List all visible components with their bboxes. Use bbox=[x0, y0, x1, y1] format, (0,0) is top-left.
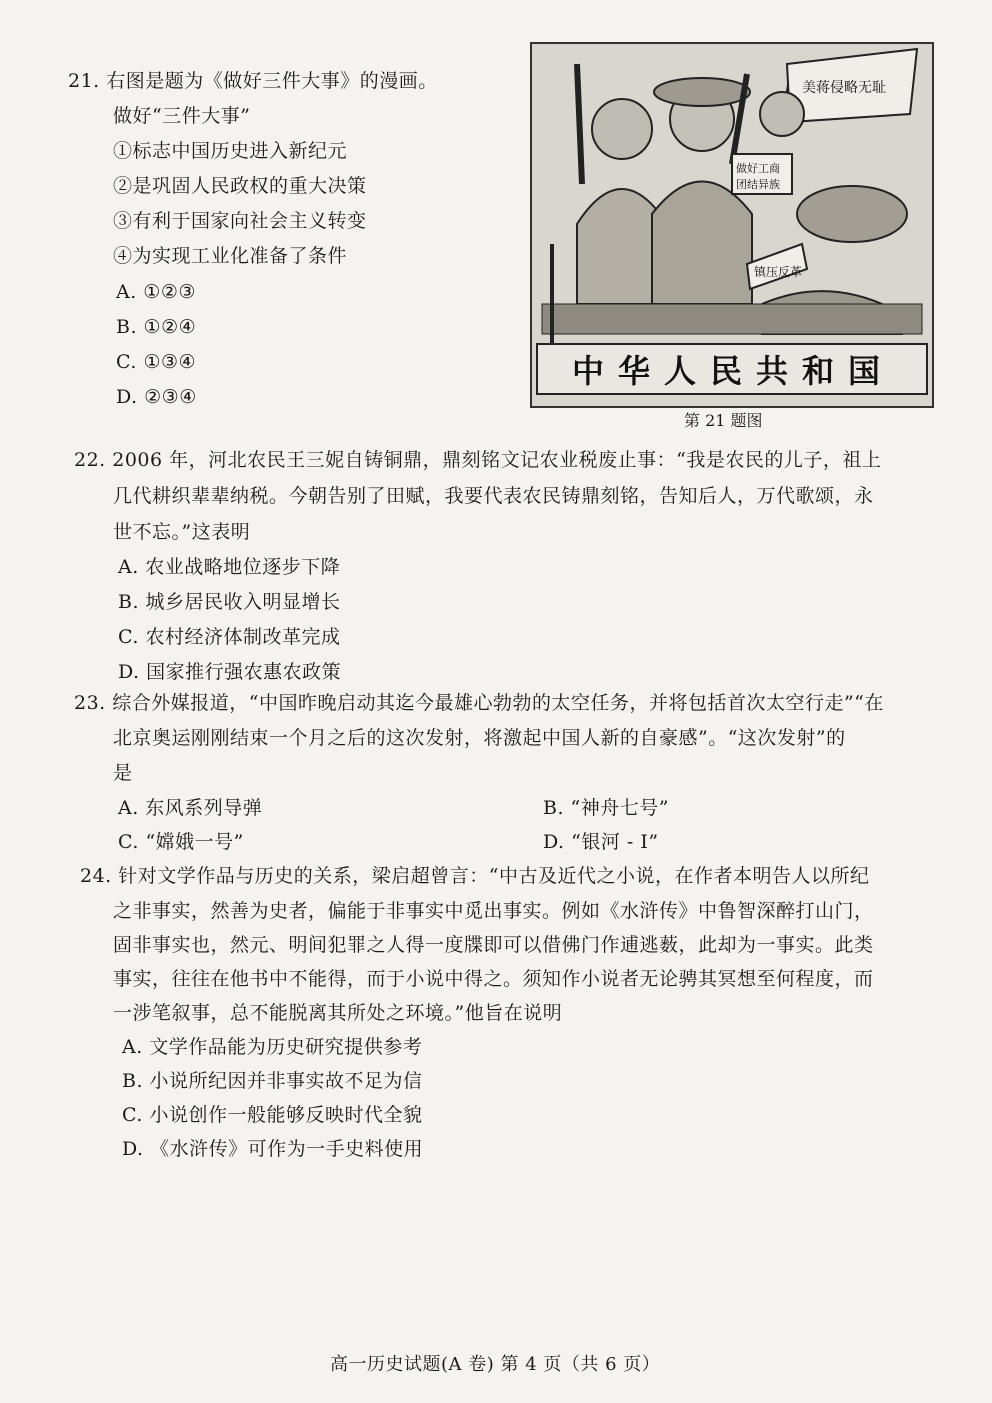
q22-option-a: A. 农业战略地位逐步下降 bbox=[118, 556, 341, 578]
cartoon-illustration-icon bbox=[532, 44, 932, 406]
q24-stem-line-1: 24. 针对文学作品与历史的关系，梁启超曾言：“中古及近代之小说，在作者本明告人以所纪 bbox=[80, 865, 870, 887]
q21-option-c: C. ①③④ bbox=[116, 351, 197, 373]
q21-option-a: A. ①②③ bbox=[116, 281, 196, 303]
q24-stem-line-5: 一涉笔叙事，总不能脱离其所处之环境。”他旨在说明 bbox=[113, 1002, 563, 1024]
q23-option-b: B. “神舟七号” bbox=[543, 797, 669, 819]
q21-figure-caption: 第 21 题图 bbox=[684, 411, 763, 430]
q22-stem-line-2: 几代耕织辈辈纳税。今朝告别了田赋，我要代表农民铸鼎刻铭，告知后人，万代歌颂，永 bbox=[113, 485, 874, 507]
q22-option-d: D. 国家推行强农惠农政策 bbox=[118, 661, 342, 683]
page-footer: 高一历史试题(A 卷) 第 4 页（共 6 页） bbox=[330, 1354, 661, 1375]
q23-option-a: A. 东风系列导弹 bbox=[118, 797, 263, 819]
q21-subtitle: 做好“三件大事” bbox=[113, 105, 251, 127]
q23-stem-line-3: 是 bbox=[113, 762, 133, 784]
q21-item-3: ③有利于国家向社会主义转变 bbox=[113, 210, 367, 232]
q24-stem-line-3: 固非事实也，然元、明间犯罪之人得一度牒即可以借佛门作逋逃薮，此却为一事实。此类 bbox=[113, 934, 874, 956]
cartoon-banner-text: 中华人民共和国 bbox=[572, 352, 895, 390]
q24-option-d: D. 《水浒传》可作为一手史料使用 bbox=[122, 1138, 424, 1160]
q24-option-a: A. 文学作品能为历史研究提供参考 bbox=[122, 1036, 423, 1058]
q22-stem-line-1: 22. 2006 年，河北农民王三妮自铸铜鼎，鼎刻铭文记农业税废止事：“我是农民的儿子，祖上 bbox=[74, 449, 882, 471]
q24-option-c: C. 小说创作一般能够反映时代全貌 bbox=[122, 1104, 423, 1126]
q21-option-b: B. ①②④ bbox=[116, 316, 197, 338]
q23-stem-line-1: 23. 综合外媒报道，“中国昨晚启动其迄今最雄心勃勃的太空任务，并将包括首次太空行走”“在 bbox=[74, 692, 884, 714]
q21-item-4: ④为实现工业化准备了条件 bbox=[113, 245, 348, 267]
q24-stem-line-4: 事实，往往在他书中不能得，而于小说中得之。须知作小说者无论骋其冥想至何程度，而 bbox=[113, 968, 874, 990]
q23-stem-line-2: 北京奥运刚刚结束一个月之后的这次发射，将激起中国人新的自豪感”。“这次发射”的 bbox=[113, 727, 846, 749]
q21-cartoon-figure bbox=[530, 42, 934, 408]
q23-option-d: D. “银河 - Ⅰ” bbox=[543, 831, 659, 853]
q21-item-2: ②是巩固人民政权的重大决策 bbox=[113, 175, 367, 197]
cartoon-sign-2: 团结异族 bbox=[736, 178, 780, 191]
cartoon-sign-3: 镇压反革 bbox=[754, 265, 803, 279]
q21-stem: 21. 右图是题为《做好三件大事》的漫画。 bbox=[68, 70, 438, 92]
q21-option-d: D. ②③④ bbox=[116, 386, 197, 408]
q23-option-c: C. “嫦娥一号” bbox=[118, 831, 244, 853]
q22-stem-line-3: 世不忘。”这表明 bbox=[113, 521, 251, 543]
q22-option-b: B. 城乡居民收入明显增长 bbox=[118, 591, 341, 613]
cartoon-sign-1: 做好工商 bbox=[736, 162, 780, 175]
q24-stem-line-2: 之非事实，然善为史者，偏能于非事实中觅出事实。例如《水浒传》中鲁智深醉打山门， bbox=[113, 900, 874, 922]
q22-option-c: C. 农村经济体制改革完成 bbox=[118, 626, 341, 648]
cartoon-flag-text: 美蒋侵略无耻 bbox=[802, 80, 886, 96]
q24-option-b: B. 小说所纪因并非事实故不足为信 bbox=[122, 1070, 423, 1092]
q21-item-1: ①标志中国历史进入新纪元 bbox=[113, 140, 348, 162]
